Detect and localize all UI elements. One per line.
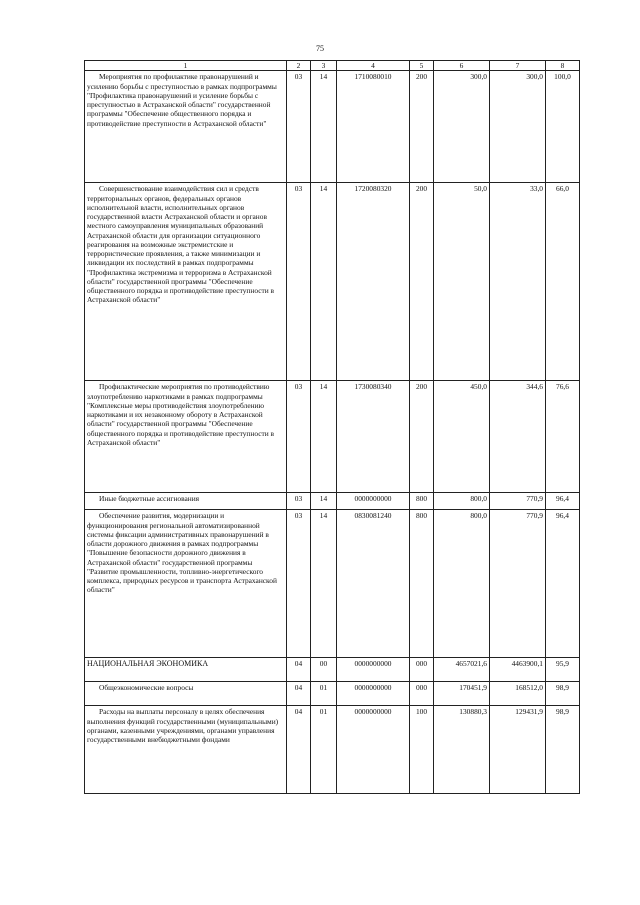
row-name-cell xyxy=(85,493,287,510)
execution-percent: 98,9 xyxy=(546,682,580,706)
row-name: Мероприятия по профилактике правонарушений и усилению борьбы с преступностью в рамках подпрограммы "Профилактика правонарушений и усиление борьбы с преступностью в Астраханской области" государственной программы "Обеспечение общественного порядка и противодействие преступности в Астраханской области" xyxy=(87,72,277,128)
column-header: 3 xyxy=(311,61,337,71)
expense-type-code: 200 xyxy=(410,183,434,381)
row-name: Расходы на выплаты персоналу в целях обеспечения выполнения функций государственными (муниципальными) органами, казенными учреждениями, органами управления государственными внебюджетными фондами xyxy=(87,707,279,744)
section-code: 03 xyxy=(287,510,311,658)
expense-type-code: 800 xyxy=(410,493,434,510)
row-name-cell xyxy=(85,706,287,794)
table-row xyxy=(85,706,580,794)
section-code: 04 xyxy=(287,706,311,794)
execution-percent: 96,4 xyxy=(546,493,580,510)
table-row xyxy=(85,682,580,706)
execution-percent: 66,0 xyxy=(546,183,580,381)
execution-percent: 76,6 xyxy=(546,381,580,493)
execution-percent: 96,4 xyxy=(546,510,580,658)
row-name: НАЦИОНАЛЬНАЯ ЭКОНОМИКА xyxy=(87,659,209,669)
execution-percent: 95,9 xyxy=(546,658,580,682)
table-row xyxy=(85,658,580,682)
row-name-cell xyxy=(85,510,287,658)
plan-amount: 50,0 xyxy=(434,183,490,381)
table-row xyxy=(85,381,580,493)
page-number: 75 xyxy=(316,44,324,53)
section-code: 04 xyxy=(287,682,311,706)
row-name: Совершенствование взаимодействия сил и средств территориальных органов, федеральных органов исполнительной власти, исполнительных органов государственной власти Астраханской области и органов местного самоуправления муниципальных образований Астраханской области для организации ситуационного реагирования на возможные экстремистские и террористические проявления, а также минимизации и ликвидации их последствий в рамках подпрограммы "Профилактика экстремизма и терроризма в Астраханской области" государственной программы "Обеспечение общественного порядка и противодействие преступности в Астраханской области" xyxy=(87,184,275,305)
execution-percent: 100,0 xyxy=(546,71,580,183)
actual-amount: 770,9 xyxy=(490,510,546,658)
execution-percent: 98,9 xyxy=(546,706,580,794)
budget-table xyxy=(84,60,580,794)
expense-type-code: 200 xyxy=(410,71,434,183)
actual-amount: 129431,9 xyxy=(490,706,546,794)
actual-amount: 33,0 xyxy=(490,183,546,381)
subsection-code: 00 xyxy=(311,658,337,682)
plan-amount: 800,0 xyxy=(434,493,490,510)
actual-amount: 770,9 xyxy=(490,493,546,510)
actual-amount: 344,6 xyxy=(490,381,546,493)
row-name: Профилактические мероприятия по противодействию злоупотреблению наркотиками в рамках подпрограммы "Комплексные меры противодействия злоупотреблению наркотиками и их незаконному обороту в Астраханской области" государственной программы "Обеспечение общественного порядка и противодействие преступности в Астраханской области" xyxy=(87,382,275,447)
expense-type-code: 800 xyxy=(410,510,434,658)
column-header: 1 xyxy=(85,61,287,71)
expense-type-code: 000 xyxy=(410,682,434,706)
row-name: Иные бюджетные ассигнования xyxy=(99,494,200,504)
plan-amount: 450,0 xyxy=(434,381,490,493)
target-article-code: 0830081240 xyxy=(337,510,410,658)
column-header: 2 xyxy=(287,61,311,71)
section-code: 03 xyxy=(287,493,311,510)
subsection-code: 01 xyxy=(311,706,337,794)
expense-type-code: 000 xyxy=(410,658,434,682)
subsection-code: 01 xyxy=(311,682,337,706)
plan-amount: 130880,3 xyxy=(434,706,490,794)
expense-type-code: 100 xyxy=(410,706,434,794)
section-code: 03 xyxy=(287,183,311,381)
target-article-code: 1710080010 xyxy=(337,71,410,183)
target-article-code: 0000000000 xyxy=(337,493,410,510)
table-row xyxy=(85,183,580,381)
row-name-cell xyxy=(85,381,287,493)
actual-amount: 4463900,1 xyxy=(490,658,546,682)
section-code: 04 xyxy=(287,658,311,682)
target-article-code: 0000000000 xyxy=(337,706,410,794)
plan-amount: 4657021,6 xyxy=(434,658,490,682)
target-article-code: 1730080340 xyxy=(337,381,410,493)
column-header: 5 xyxy=(410,61,434,71)
section-code: 03 xyxy=(287,381,311,493)
column-header: 6 xyxy=(434,61,490,71)
actual-amount: 300,0 xyxy=(490,71,546,183)
target-article-code: 0000000000 xyxy=(337,682,410,706)
actual-amount: 168512,0 xyxy=(490,682,546,706)
table-header-row xyxy=(85,61,580,71)
subsection-code: 14 xyxy=(311,493,337,510)
plan-amount: 300,0 xyxy=(434,71,490,183)
subsection-code: 14 xyxy=(311,71,337,183)
section-code: 03 xyxy=(287,71,311,183)
row-name-cell xyxy=(85,682,287,706)
subsection-code: 14 xyxy=(311,510,337,658)
subsection-code: 14 xyxy=(311,183,337,381)
column-header: 4 xyxy=(337,61,410,71)
row-name-cell xyxy=(85,658,287,682)
row-name: Обеспечение развития, модернизации и функционирования региональной автоматизированной системы фиксации административных правонарушений в области дорожного движения в рамках подпрограммы "Повышение безопасности дорожного движения в Астраханской области" государственной программы "Развитие промышленности, топливно-энергетического комплекса, природных ресурсов и транспорта Астраханской области" xyxy=(87,511,277,595)
row-name-cell xyxy=(85,71,287,183)
target-article-code: 0000000000 xyxy=(337,658,410,682)
subsection-code: 14 xyxy=(311,381,337,493)
row-name-cell xyxy=(85,183,287,381)
plan-amount: 170451,9 xyxy=(434,682,490,706)
target-article-code: 1720080320 xyxy=(337,183,410,381)
row-name: Общеэкономические вопросы xyxy=(99,683,194,693)
column-header: 8 xyxy=(546,61,580,71)
expense-type-code: 200 xyxy=(410,381,434,493)
table-row xyxy=(85,71,580,183)
table-row xyxy=(85,510,580,658)
table-row xyxy=(85,493,580,510)
plan-amount: 800,0 xyxy=(434,510,490,658)
column-header: 7 xyxy=(490,61,546,71)
